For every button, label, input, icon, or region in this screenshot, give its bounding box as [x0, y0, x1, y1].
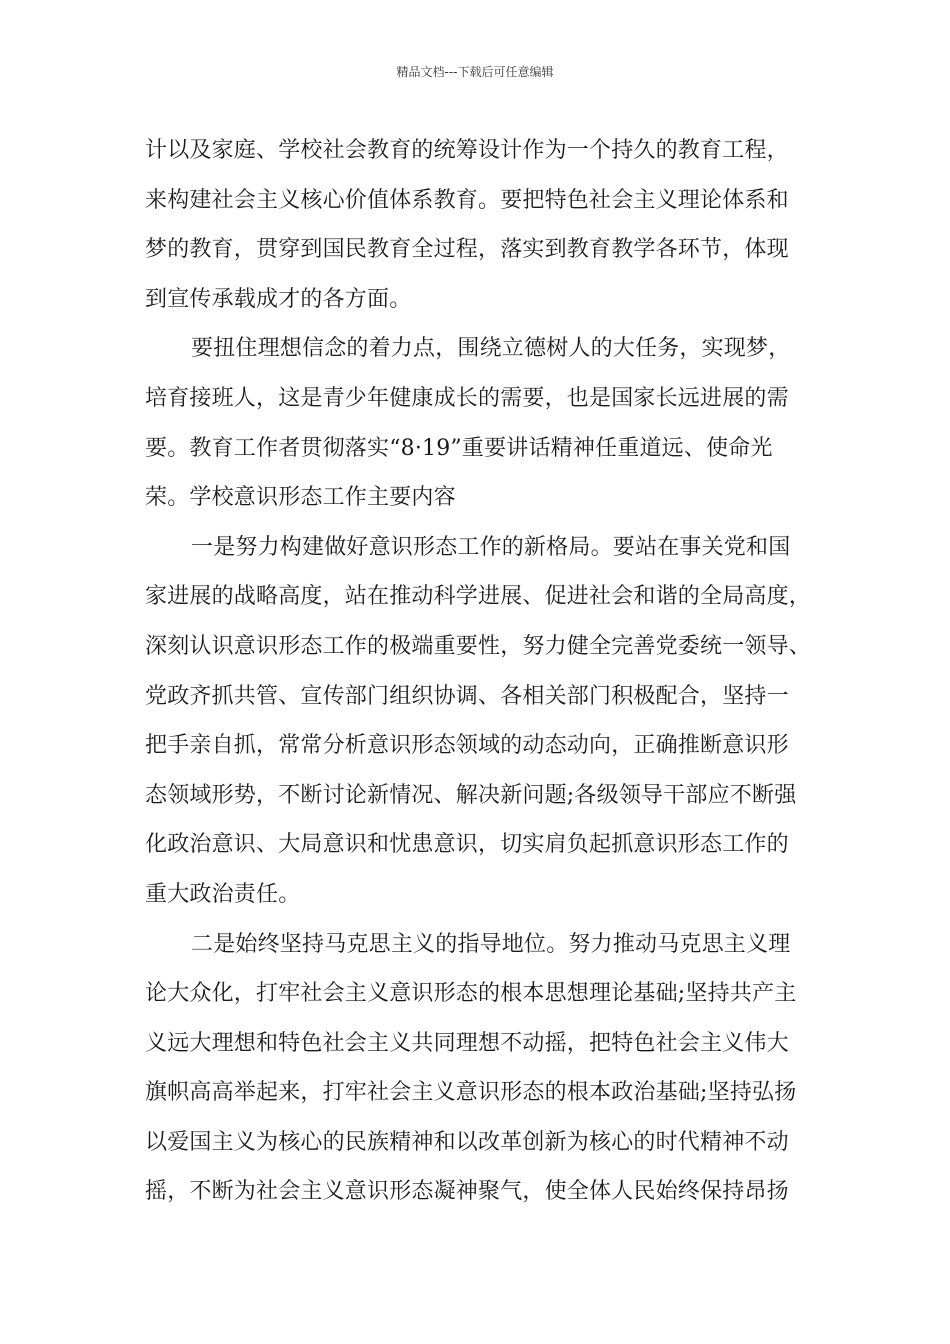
text-line: 要扭住理想信念的着力点，围绕立德树人的大任务，实现梦，	[191, 336, 791, 362]
paragraph-ideals	[145, 324, 810, 522]
text-line: 摇，不断为社会主义意识形态凝神聚气，使全体人民始终保持昂扬	[145, 1179, 789, 1205]
paragraph-continuation	[145, 126, 810, 324]
text-line: 梦的教育，贯穿到国民教育全过程，落实到教育教学各环节，体现	[145, 237, 789, 263]
document-body	[145, 126, 810, 1217]
paragraph-point-two	[145, 920, 810, 1218]
text-line: 深刻认识意识形态工作的极端重要性，努力健全完善党委统一领导、	[145, 633, 812, 659]
text-line: 重大政治责任。	[145, 881, 301, 907]
text-line: 二是始终坚持马克思主义的指导地位。努力推动马克思主义理	[191, 931, 791, 957]
text-line: 旗帜高高举起来，打牢社会主义意识形态的根本政治基础;坚持弘扬	[145, 1080, 797, 1106]
text-line: 来构建社会主义核心价值体系教育。要把特色社会主义理论体系和	[145, 187, 789, 213]
text-line: 荣。学校意识形态工作主要内容	[145, 485, 456, 511]
text-line: 计以及家庭、学校社会教育的统筹设计作为一个持久的教育工程，	[145, 138, 789, 163]
paragraph-point-one	[145, 523, 810, 920]
text-line: 态领域形势，不断讨论新情况、解决新问题;各级领导干部应不断强	[145, 782, 797, 808]
text-line: 要。教育工作者贯彻落实“8·19”重要讲话精神任重道远、使命光	[145, 435, 773, 461]
text-line: 一是努力构建做好意识形态工作的新格局。要站在事关党和国	[191, 534, 791, 560]
text-line: 党政齐抓共管、宣传部门组织协调、各相关部门积极配合，坚持一	[145, 683, 789, 709]
text-line: 把手亲自抓，常常分析意识形态领域的动态动向，正确推断意识形	[145, 733, 789, 759]
page-header: 精品文档---下载后可任意编辑	[396, 65, 554, 79]
text-line: 论大众化，打牢社会主义意识形态的根本思想理论基础;坚持共产主	[145, 981, 797, 1007]
text-line: 以爱国主义为核心的民族精神和以改革创新为核心的时代精神不动	[145, 1129, 789, 1155]
text-line: 义远大理想和特色社会主义共同理想不动摇，把特色社会主义伟大	[145, 1030, 789, 1056]
text-line: 培育接班人，这是青少年健康成长的需要，也是国家长远进展的需	[145, 385, 789, 411]
text-line: 家进展的战略高度，站在推动科学进展、促进社会和谐的全局高度，	[145, 584, 812, 610]
text-line: 到宣传承载成才的各方面。	[145, 286, 412, 312]
text-line: 化政治意识、大局意识和忧患意识，切实肩负起抓意识形态工作的	[145, 832, 789, 858]
